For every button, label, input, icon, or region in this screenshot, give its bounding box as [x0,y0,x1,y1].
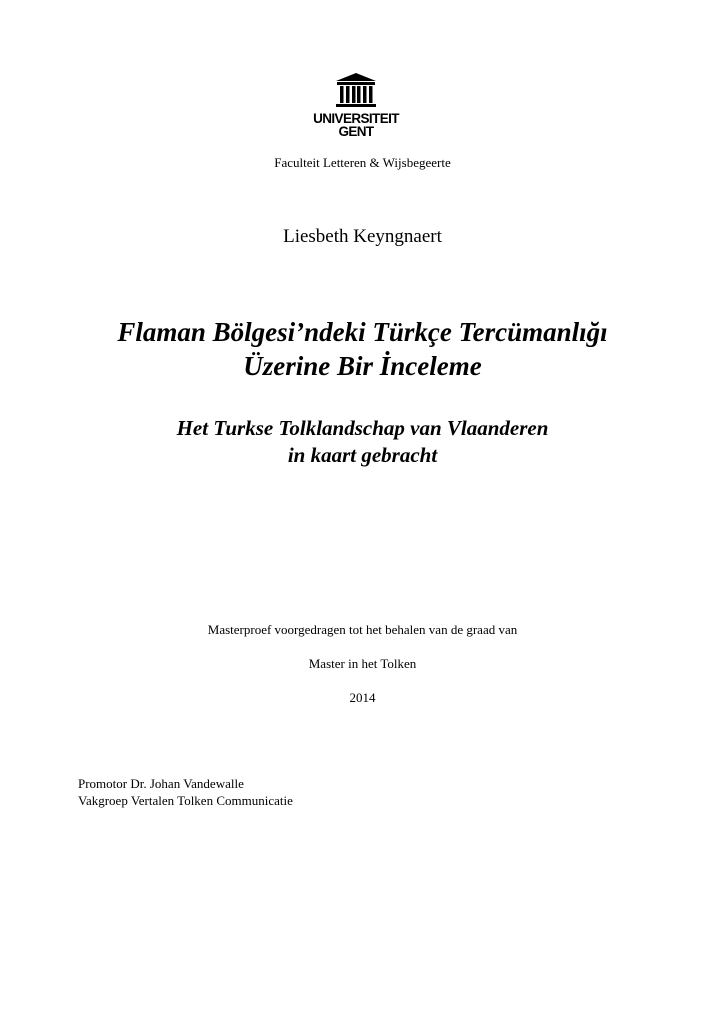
year: 2014 [349,690,376,705]
title-turkish [0,315,725,383]
degree-statement: Masterproef voorgedragen tot het behalen van de graad van [207,622,518,637]
promotor-name: Promotor Dr. Johan Vandewalle [78,776,244,791]
author-name: Liesbeth Keyngnaert [283,226,442,247]
title-turkish-line-2: Üzerine Bir İnceleme [243,351,482,381]
title-dutch-line-2: in kaart gebracht [287,443,438,467]
title-turkish-line-1: Flaman Bölgesi’ndeki Türkçe Tercümanlığı [117,317,608,347]
degree-name: Master in het Tolken [308,656,417,671]
university-logo [310,72,402,142]
promotor-department: Vakgroep Vertalen Tolken Communicatie [78,793,293,808]
logo-text-university: UNIVERSITEIT [313,111,399,126]
title-dutch [0,415,725,469]
logo-text-gent: GENT [338,124,374,139]
faculty-name: Faculteit Letteren & Wijsbegeerte [274,155,451,170]
title-dutch-line-1: Het Turkse Tolklandschap van Vlaanderen [176,416,549,440]
promotor-block [78,775,293,809]
building-icon [334,72,378,110]
